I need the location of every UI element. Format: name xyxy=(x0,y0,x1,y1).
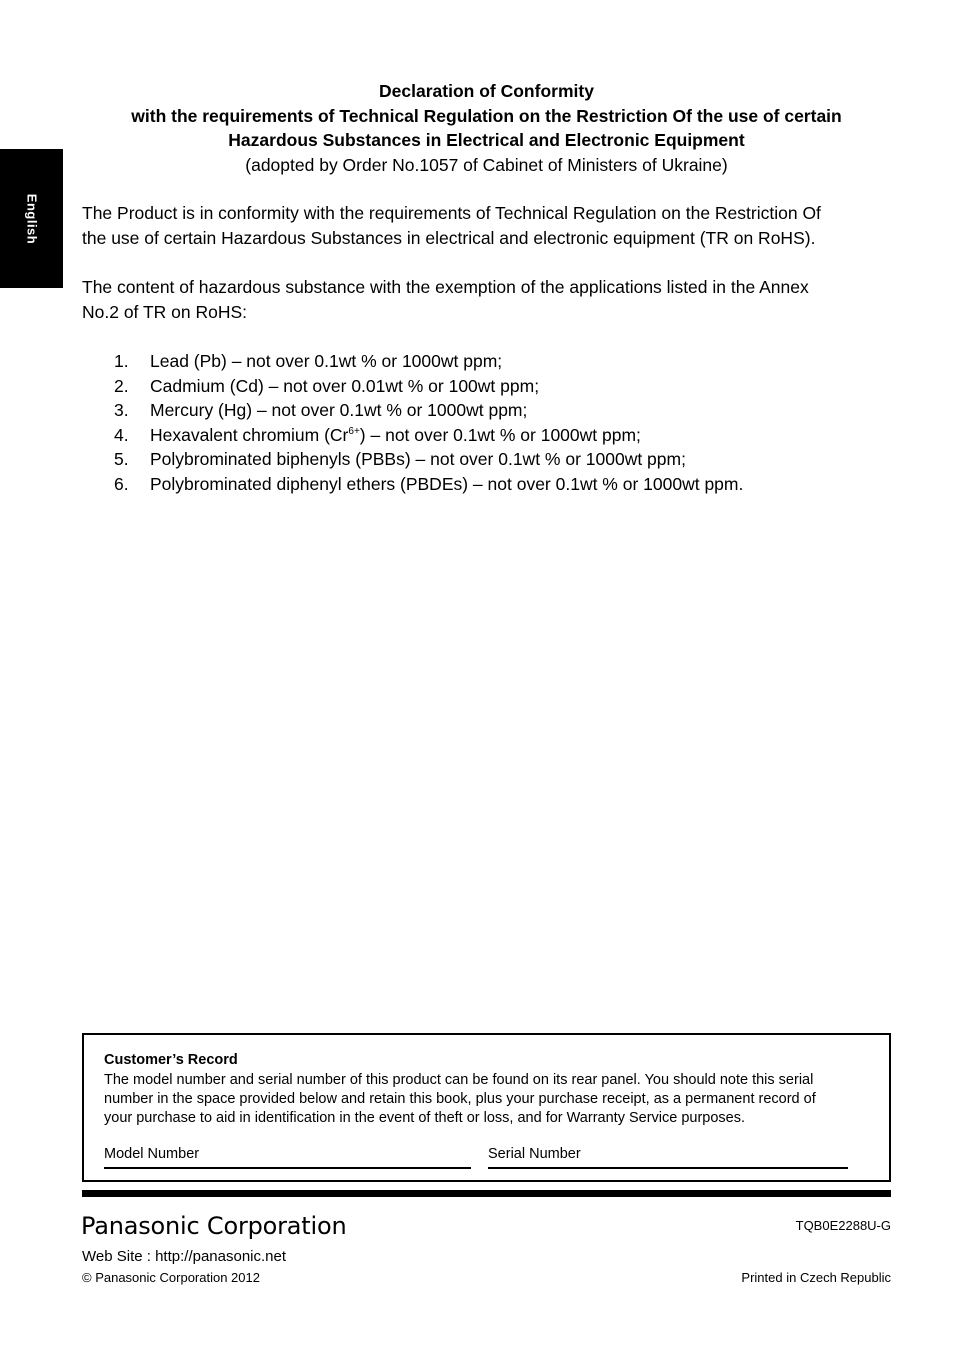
website-text: Web Site : http://panasonic.net xyxy=(82,1248,287,1265)
list-item xyxy=(82,472,902,497)
list-item-text: Mercury (Hg) – not over 0.1wt % or 1000wt ppm; xyxy=(150,400,528,420)
customer-record-line3: your purchase to aid in identification in the event of theft or loss, and for Warranty Service purposes. xyxy=(104,1110,746,1126)
list-item-text: Polybrominated biphenyls (PBBs) – not over 0.1wt % or 1000wt ppm; xyxy=(150,449,686,469)
customer-record-title: Customer’s Record xyxy=(104,1052,238,1068)
list-item-number: 5. xyxy=(114,449,129,469)
list-item-text-pre: Hexavalent chromium (Cr xyxy=(150,424,349,445)
list-item xyxy=(82,398,902,423)
superscript-charge: 6+ xyxy=(348,425,360,437)
model-number-label: Model Number xyxy=(104,1146,200,1162)
heading-title: Declaration of Conformity xyxy=(379,81,594,101)
content-line1: The content of hazardous substance with the exemption of the applications listed in the Annex xyxy=(82,277,809,297)
conformity-line2: the use of certain Hazardous Substances in electrical and electronic equipment (TR on RoHS). xyxy=(82,227,816,248)
serial-number-line[interactable] xyxy=(488,1167,848,1169)
list-item-text: Cadmium (Cd) – not over 0.01wt % or 100wt ppm; xyxy=(150,375,540,396)
list-item-text: Lead (Pb) – not over 0.1wt % or 1000wt ppm; xyxy=(150,351,503,371)
list-item-number: 4. xyxy=(114,424,129,445)
list-item xyxy=(82,447,902,472)
list-item xyxy=(82,423,902,448)
list-item-text-post: ) – not over 0.1wt % or 1000wt ppm; xyxy=(359,424,641,445)
serial-number-label: Serial Number xyxy=(488,1146,581,1162)
list-item-number: 2. xyxy=(114,375,129,396)
document-code: TQB0E2288U-G xyxy=(795,1218,891,1233)
model-number-line[interactable] xyxy=(104,1167,471,1169)
content-paragraph xyxy=(82,275,902,324)
corporation-logo: Panasonic Corporation xyxy=(81,1212,347,1240)
conformity-line1: The Product is in conformity with the requirements of Technical Regulation on the Restriction Of xyxy=(82,203,821,223)
list-item-number: 3. xyxy=(114,400,129,420)
list-item xyxy=(82,349,902,374)
customer-record-line2: number in the space provided below and retain this book, plus your purchase receipt, as a permanent record of xyxy=(104,1091,816,1107)
customer-record-line1: The model number and serial number of this product can be found on its rear panel. You should note this serial xyxy=(104,1072,814,1088)
heading-note: (adopted by Order No.1057 of Cabinet of Ministers of Ukraine) xyxy=(245,154,728,175)
content-line2: No.2 of TR on RoHS: xyxy=(82,301,248,322)
list-item xyxy=(82,374,902,399)
substance-limits-list xyxy=(82,349,902,496)
customer-record-body xyxy=(104,1071,879,1128)
declaration-heading xyxy=(82,79,891,177)
copyright-text: © Panasonic Corporation 2012 xyxy=(82,1270,260,1285)
heading-subtitle-line2: Hazardous Substances in Electrical and Electronic Equipment xyxy=(228,130,745,150)
list-item-number: 1. xyxy=(114,351,129,371)
language-tab-label: English xyxy=(24,193,40,245)
printed-in-text: Printed in Czech Republic xyxy=(741,1270,891,1285)
footer-divider xyxy=(82,1190,891,1197)
list-item-number: 6. xyxy=(114,473,129,494)
list-item-text: Polybrominated diphenyl ethers (PBDEs) – not over 0.1wt % or 1000wt ppm. xyxy=(150,473,744,494)
heading-subtitle-line1: with the requirements of Technical Regulation on the Restriction Of the use of certain xyxy=(131,105,842,126)
language-tab xyxy=(0,149,63,288)
conformity-paragraph xyxy=(82,201,902,250)
list-item-text xyxy=(150,423,641,448)
customer-record-box xyxy=(82,1033,891,1182)
